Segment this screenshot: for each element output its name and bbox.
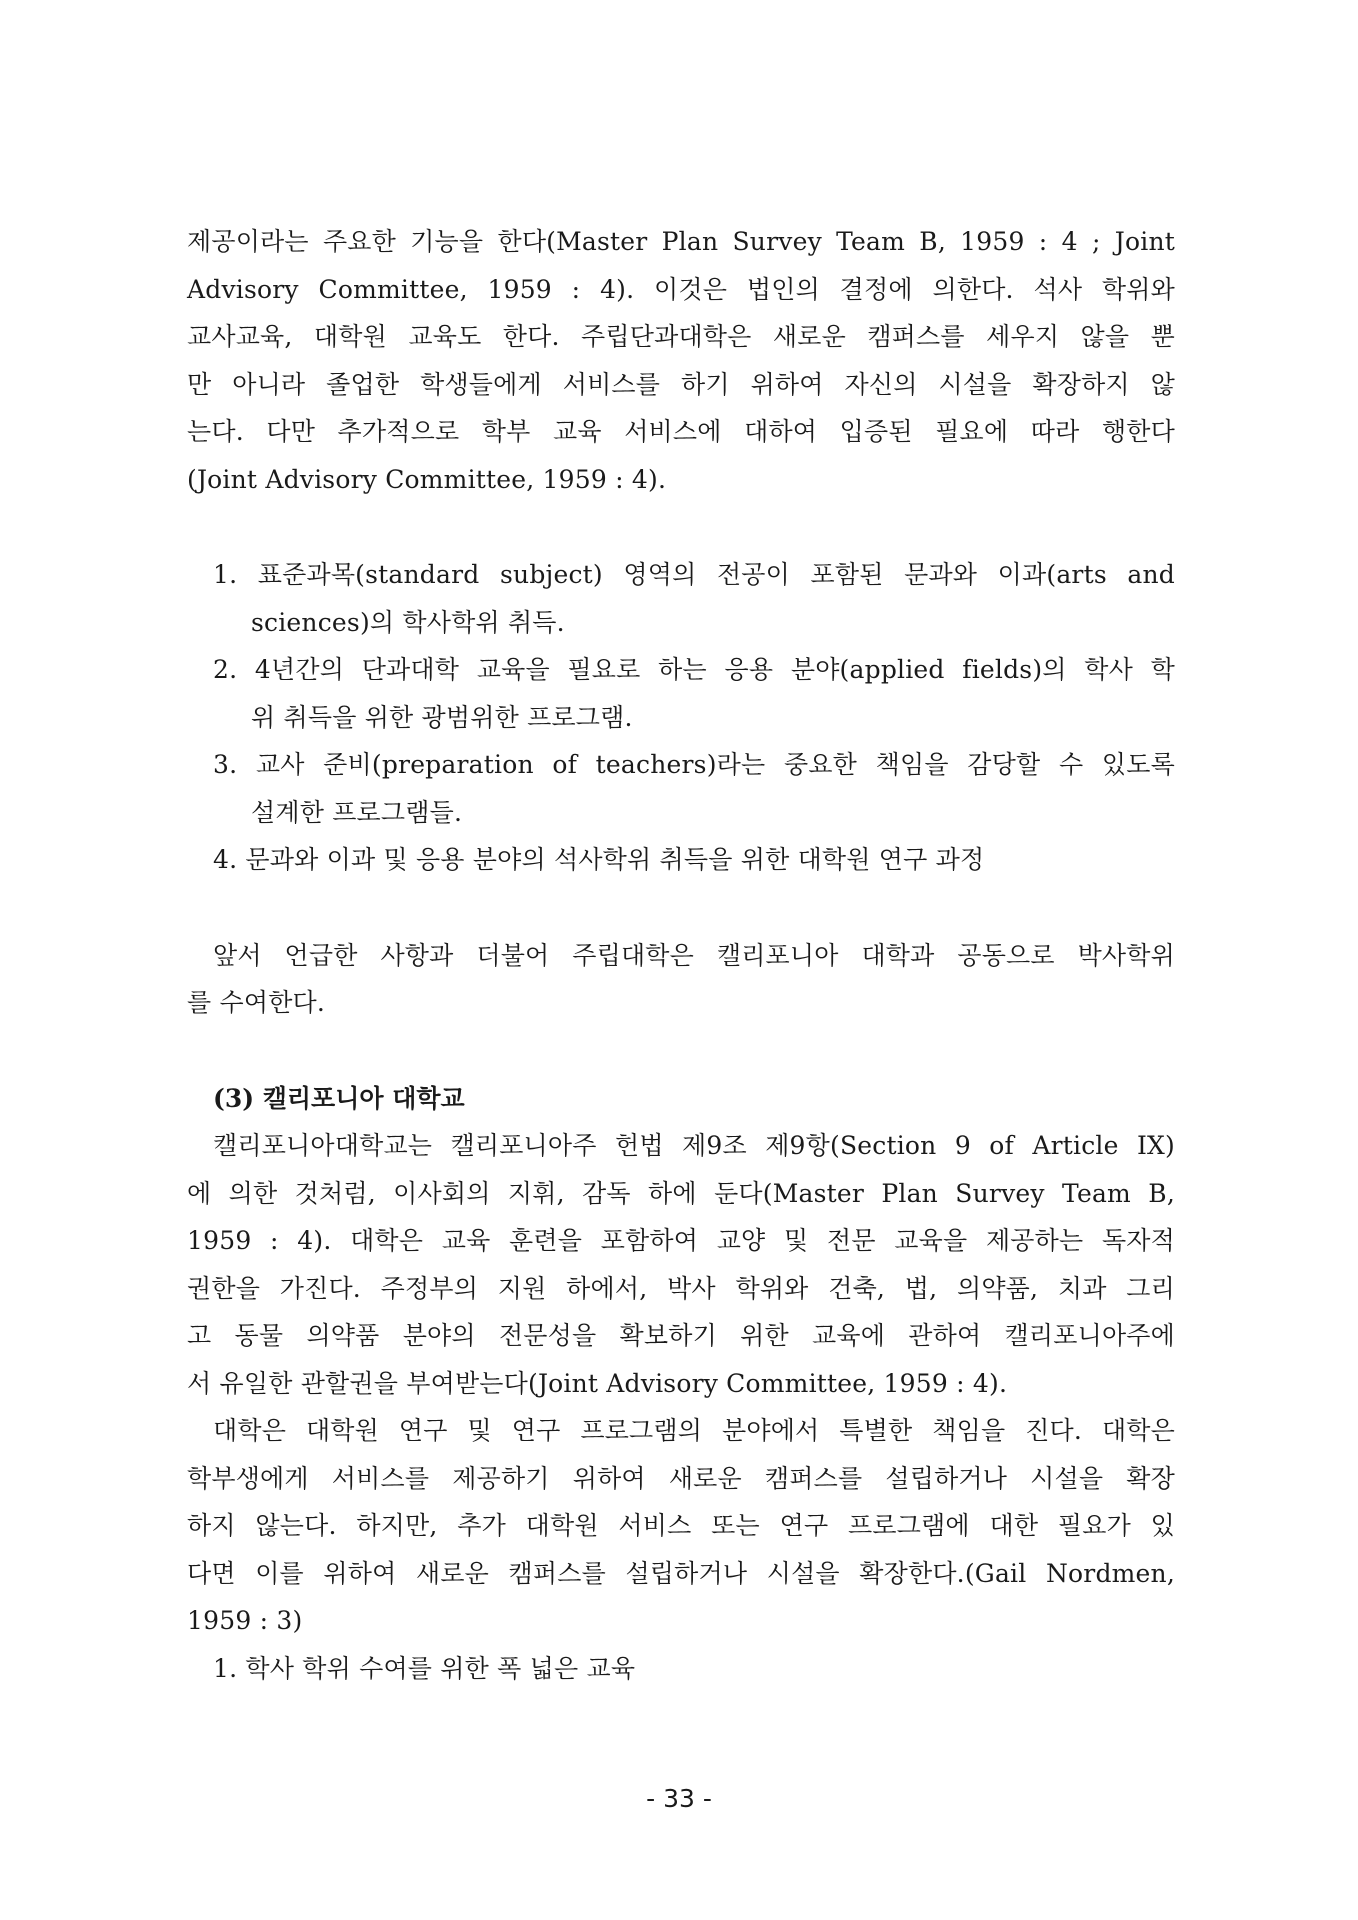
- list-item-continuation: sciences)의 학사학위 취득.: [251, 607, 565, 637]
- uc-paragraph-1: [187, 1122, 1175, 1407]
- list-item-continuation: 위 취득을 위한 광범위한 프로그램.: [251, 702, 633, 732]
- text-line: 교사교육, 대학원 교육도 한다. 주립단과대학은 새로운 캠퍼스를 세우지 않을 뿐: [187, 322, 1175, 351]
- text-line: 고 동물 의약품 분야의 전문성을 확보하기 위한 교육에 관하여 캘리포니아주에: [187, 1321, 1175, 1350]
- list-item: 2. 4년간의 단과대학 교육을 필요로 하는 응용 분야(applied fields)의 학사 학: [213, 655, 1175, 684]
- page-number: - 33 -: [646, 1784, 712, 1813]
- document-page: [187, 218, 1175, 1692]
- intro-paragraph: [187, 218, 1175, 503]
- text-line: Advisory Committee, 1959 : 4). 이것은 법인의 결정에 의한다. 석사 학위와: [187, 274, 1175, 304]
- spacer: [187, 503, 1175, 551]
- text-line: 서 유일한 관할권을 부여받는다(Joint Advisory Committee, 1959 : 4).: [187, 1368, 1008, 1398]
- text-line: 는다. 다만 추가적으로 학부 교육 서비스에 대하여 입증된 필요에 따라 행한다: [187, 417, 1175, 446]
- text-line: 학부생에게 서비스를 제공하기 위하여 새로운 캠퍼스를 설립하거나 시설을 확장: [187, 1463, 1175, 1493]
- doctorate-paragraph: [187, 932, 1175, 1027]
- text-line: 를 수여한다.: [187, 988, 326, 1017]
- spacer: [187, 884, 1175, 932]
- text-line: 캘리포니아대학교는 캘리포니아주 헌법 제9조 제9항(Section 9 of Article IX): [213, 1131, 1175, 1160]
- list-item: 4. 문과와 이과 및 응용 분야의 석사학위 취득을 위한 대학원 연구 과정: [213, 845, 985, 874]
- text-line: 다면 이를 위하여 새로운 캠퍼스를 설립하거나 시설을 확장한다.(Gail Nordmen,: [187, 1558, 1175, 1588]
- list-item: 1. 표준과목(standard subject) 영역의 전공이 포함된 문과와 이과(arts and: [213, 560, 1175, 589]
- spacer: [187, 1027, 1175, 1075]
- section-heading: (3) 캘리포니아 대학교: [213, 1083, 465, 1113]
- text-line: 대학은 대학원 연구 및 연구 프로그램의 분야에서 특별한 책임을 진다. 대학은: [213, 1416, 1175, 1445]
- text-line: 권한을 가진다. 주정부의 지원 하에서, 박사 학위와 건축, 법, 의약품, 치과 그리: [187, 1273, 1175, 1303]
- text-line: 앞서 언급한 사항과 더불어 주립대학은 캘리포니아 대학과 공동으로 박사학위: [213, 940, 1175, 970]
- list-item-continuation: 설계한 프로그램들.: [251, 797, 463, 827]
- text-line: 에 의한 것처럼, 이사회의 지휘, 감독 하에 둔다(Master Plan Survey Team B,: [187, 1178, 1175, 1208]
- text-line: 만 아니라 졸업한 학생들에게 서비스를 하기 위하여 자신의 시설을 확장하지 않: [187, 369, 1175, 399]
- state-college-programs-list: [187, 551, 1175, 884]
- text-line: 하지 않는다. 하지만, 추가 대학원 서비스 또는 연구 프로그램에 대한 필요가 있: [187, 1511, 1175, 1540]
- text-line: 1959 : 3): [187, 1606, 303, 1635]
- list-item: 3. 교사 준비(preparation of teachers)라는 중요한 책임을 감당할 수 있도록: [213, 750, 1175, 779]
- list-item: 1. 학사 학위 수여를 위한 폭 넓은 교육: [213, 1653, 636, 1683]
- text-line: (Joint Advisory Committee, 1959 : 4).: [187, 464, 667, 494]
- text-line: 제공이라는 주요한 기능을 한다(Master Plan Survey Team B, 1959 : 4 ; Joint: [187, 227, 1175, 256]
- text-line: 1959 : 4). 대학은 교육 훈련을 포함하여 교양 및 전문 교육을 제공하는 독자적: [187, 1226, 1175, 1255]
- uc-paragraph-2: [187, 1407, 1175, 1645]
